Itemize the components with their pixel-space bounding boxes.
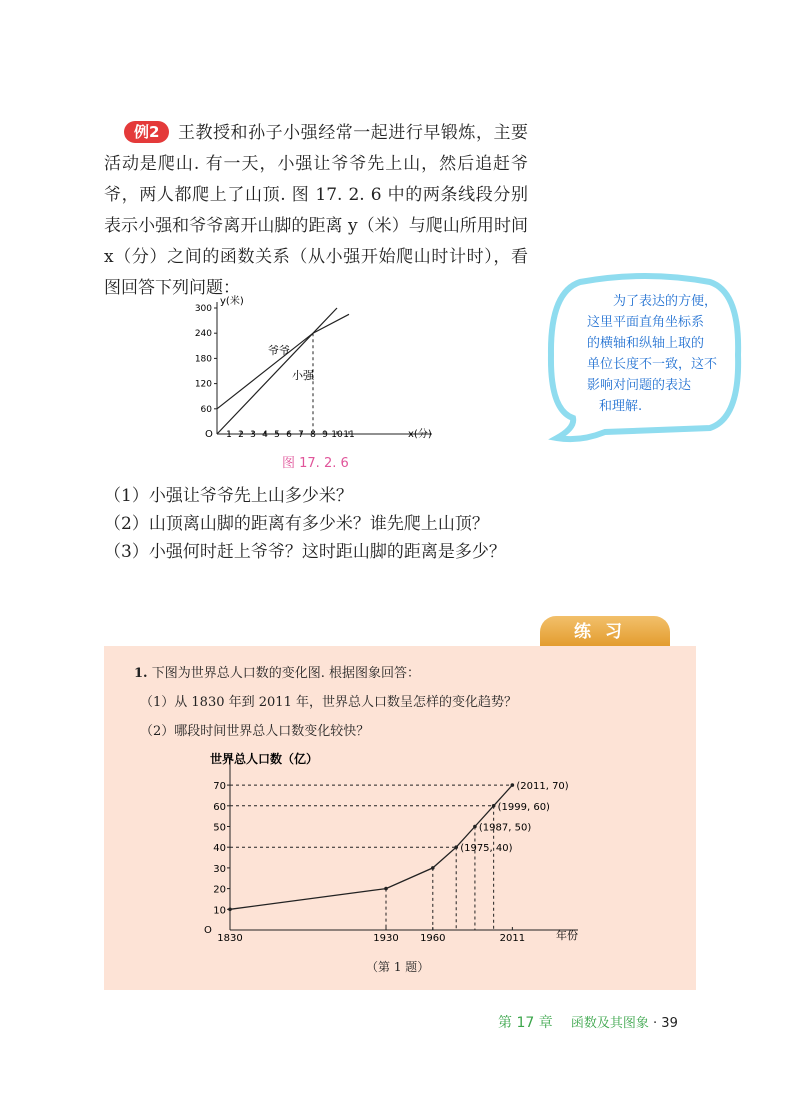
bubble-line: 和理解.	[599, 399, 643, 414]
pop-y-tick-label: 30	[213, 863, 226, 875]
pop-point	[431, 866, 435, 870]
fig1-x-tick-label: 11	[343, 430, 355, 440]
pop-point	[511, 783, 515, 787]
question-2: （2）山顶离山脚的距离有多少米？谁先爬上山顶？	[104, 514, 489, 534]
figure-17-2-6	[190, 290, 450, 450]
practice-caption: （第 1 题）	[366, 960, 430, 974]
practice-box	[104, 646, 696, 990]
pop-point	[473, 825, 477, 829]
practice-item-number: 1.	[134, 666, 148, 681]
fig1-y-tick-label: 240	[194, 329, 212, 340]
fig1-grandpa-line	[217, 314, 349, 409]
fig1-x-tick-label: 4	[262, 430, 268, 440]
pop-point-label: (1999, 60)	[497, 801, 550, 813]
practice-item	[134, 664, 517, 742]
fig1-xiaoqiang-line	[217, 308, 337, 434]
fig1-x-tick-label: 2	[238, 430, 244, 440]
fig1-x-tick-label: 3	[250, 430, 256, 440]
fig1-y-tick-label: 180	[194, 354, 212, 365]
fig1-y-axis-label: y(米)	[220, 296, 244, 307]
bubble-line: 的横轴和纵轴上取的	[587, 336, 705, 351]
bubble-line: 这里平面直角坐标系	[587, 315, 705, 330]
footer-page: 39	[661, 1016, 678, 1031]
fig1-y-tick-label: 300	[194, 304, 212, 314]
footer-dot: ·	[653, 1016, 658, 1031]
figure1-caption: 图 17. 2. 6	[282, 456, 349, 471]
pop-x-tick-label: 1830	[217, 933, 243, 944]
example-paragraph	[104, 118, 528, 304]
fig1-xiaoqiang-label: 小强	[292, 369, 314, 382]
practice-item-question	[134, 664, 517, 684]
example-text: 王教授和孙子小强经常一起进行早锻炼，主要活动是爬山. 有一天，小强让爷爷先上山，然后追赶爷爷，两人都爬上了山顶. 图 17. 2. 6 中的两条线段分别表示小强和爷爷离开山脚的距离 y（米）与爬山所用时间 x（分）之间的函数关系（从小强开始爬山时计时），看图回答下列问题：	[104, 123, 528, 298]
pop-point-label: (1987, 50)	[478, 822, 532, 834]
pop-point-label: (1975, 40)	[460, 843, 513, 855]
pop-point	[454, 845, 458, 849]
practice-sub-1: （1）从 1830 年到 2011 年，世界总人口数呈怎样的变化趋势？	[140, 695, 517, 710]
pop-x-tick-label: 2011	[499, 933, 526, 944]
fig1-x-tick-label: 8	[310, 430, 316, 440]
pop-x-tick-label: 1930	[373, 933, 399, 944]
footer-chapter: 第 17 章	[498, 1015, 553, 1031]
pop-point	[492, 804, 496, 808]
pop-y-tick-label: 20	[213, 884, 226, 896]
question-3: （3）小强何时赶上爷爷？这时距山脚的距离是多少？	[104, 542, 506, 562]
example-badge: 例2	[124, 121, 169, 143]
fig1-x-tick-label: 6	[286, 430, 292, 440]
fig1-origin-label: O	[205, 429, 213, 440]
pop-x-tick-label: 1960	[420, 933, 446, 944]
fig1-x-tick-label: 7	[298, 430, 304, 440]
fig1-x-axis-label: x(分)	[408, 429, 432, 440]
pop-y-tick-label: 10	[213, 905, 226, 917]
pop-point	[384, 887, 388, 891]
bubble-line: 影响对问题的表达	[587, 378, 692, 393]
population-chart	[200, 750, 620, 950]
bubble-line: 为了表达的方便，	[613, 294, 718, 309]
footer-title: 函数及其图象	[570, 1016, 649, 1031]
fig1-y-tick-label: 60	[200, 404, 212, 415]
pop-y-tick-label: 70	[213, 781, 226, 793]
fig1-y-tick-label: 120	[194, 379, 212, 390]
fig1-x-tick-label: 9	[322, 430, 328, 440]
pop-point-label: (2011, 70)	[516, 781, 569, 793]
pop-origin-label: O	[204, 925, 212, 936]
fig1-x-tick-label: 1	[226, 430, 232, 440]
fig1-grandpa-label: 爷爷	[268, 344, 290, 357]
question-1: （1）小强让爷爷先上山多少米？	[104, 486, 353, 506]
practice-tab: 练习	[540, 616, 670, 648]
pop-y-axis-label: 世界总人口数（亿）	[210, 752, 319, 766]
practice-item-text: 下图为世界总人口数的变化图. 根据图象回答：	[151, 666, 420, 681]
pop-y-tick-label: 40	[213, 843, 226, 855]
pop-point	[228, 908, 232, 912]
bubble-text	[587, 291, 731, 417]
pop-y-tick-label: 60	[213, 801, 226, 813]
fig1-x-tick-label: 10	[331, 430, 343, 440]
fig1-x-tick-label: 5	[274, 430, 280, 440]
pop-x-axis-label: 年份	[556, 929, 578, 942]
bubble-line: 单位长度不一致，这不	[587, 357, 718, 372]
pop-y-tick-label: 50	[213, 822, 226, 834]
page-footer	[498, 1012, 678, 1032]
practice-sub-2: （2）哪段时间世界总人口数变化较快？	[140, 724, 370, 739]
